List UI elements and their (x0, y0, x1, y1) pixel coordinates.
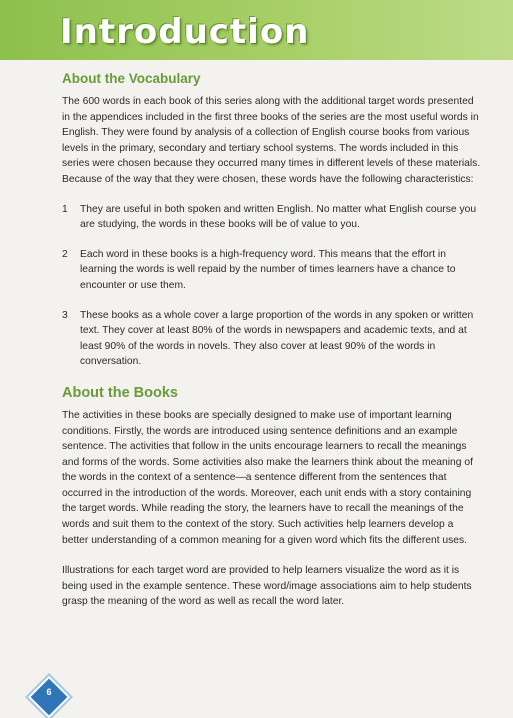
books-heading: About the Books (62, 384, 178, 401)
list-item (62, 247, 482, 294)
header-band (0, 0, 513, 60)
list-item-text: These books as a whole cover a large proportion of the words in any spoken or written text. They cover at least 80% of the words in newspapers and academic texts, and at least 90% of the words in novels. They also cover at least 90% of the words in conversation. (80, 309, 474, 368)
vocabulary-heading: About the Vocabulary (62, 71, 201, 86)
list-item (62, 202, 482, 233)
list-item-number: 1 (62, 203, 68, 215)
vocabulary-intro: The 600 words in each book of this series along with the additional target words presented in the appendices included in the first three books of the series are the most useful words in English. They were found by analysis of a collection of English course books from various levels in the primary, secondary and tertiary school systems. The words included in this series were chosen because they occurred many times in different levels of these materials. Because of the way that they were chosen, these words have the following characteristics: (62, 96, 481, 185)
list-item-number: 3 (62, 309, 68, 321)
page-number: 6 (46, 687, 52, 697)
list-item-number: 2 (62, 248, 68, 260)
books-paragraph-2: Illustrations for each target word are provided to help learners visualize the word as it is being used in the example sentence. These word/image associations aim to help students grasp the meaning of the word as well as recall the word later. (62, 565, 472, 608)
books-paragraph-1: The activities in these books are specially designed to make use of important learning conditions. Firstly, the words are introduced using sentence definitions and an example sentence. The activities that follow in the units encourage learners to recall the meanings and forms of the words. Some activities also make the learners think about the meaning of the words in the context of a sentence—a sentence different from the sentences that occurred in the introduction of the words. Moreover, each unit ends with a story containing the target words. While reading the story, the learners have to recall the meanings of the words and suit them to the context of the story. Such activities help learners develop a better understanding of a common meaning for a given word which fits the different uses. (62, 409, 473, 546)
list-item-text: Each word in these books is a high-frequency word. This means that the effort in learning the words is well repaid by the number of times learners have a chance to encounter or use them. (80, 248, 456, 291)
list-item (62, 308, 482, 370)
page-title: Introduction (60, 12, 310, 52)
list-item-text: They are useful in both spoken and written English. No matter what English course you are studying, the words in these books will be of value to you. (80, 203, 477, 231)
main-content (62, 70, 482, 610)
characteristics-list (62, 202, 482, 370)
